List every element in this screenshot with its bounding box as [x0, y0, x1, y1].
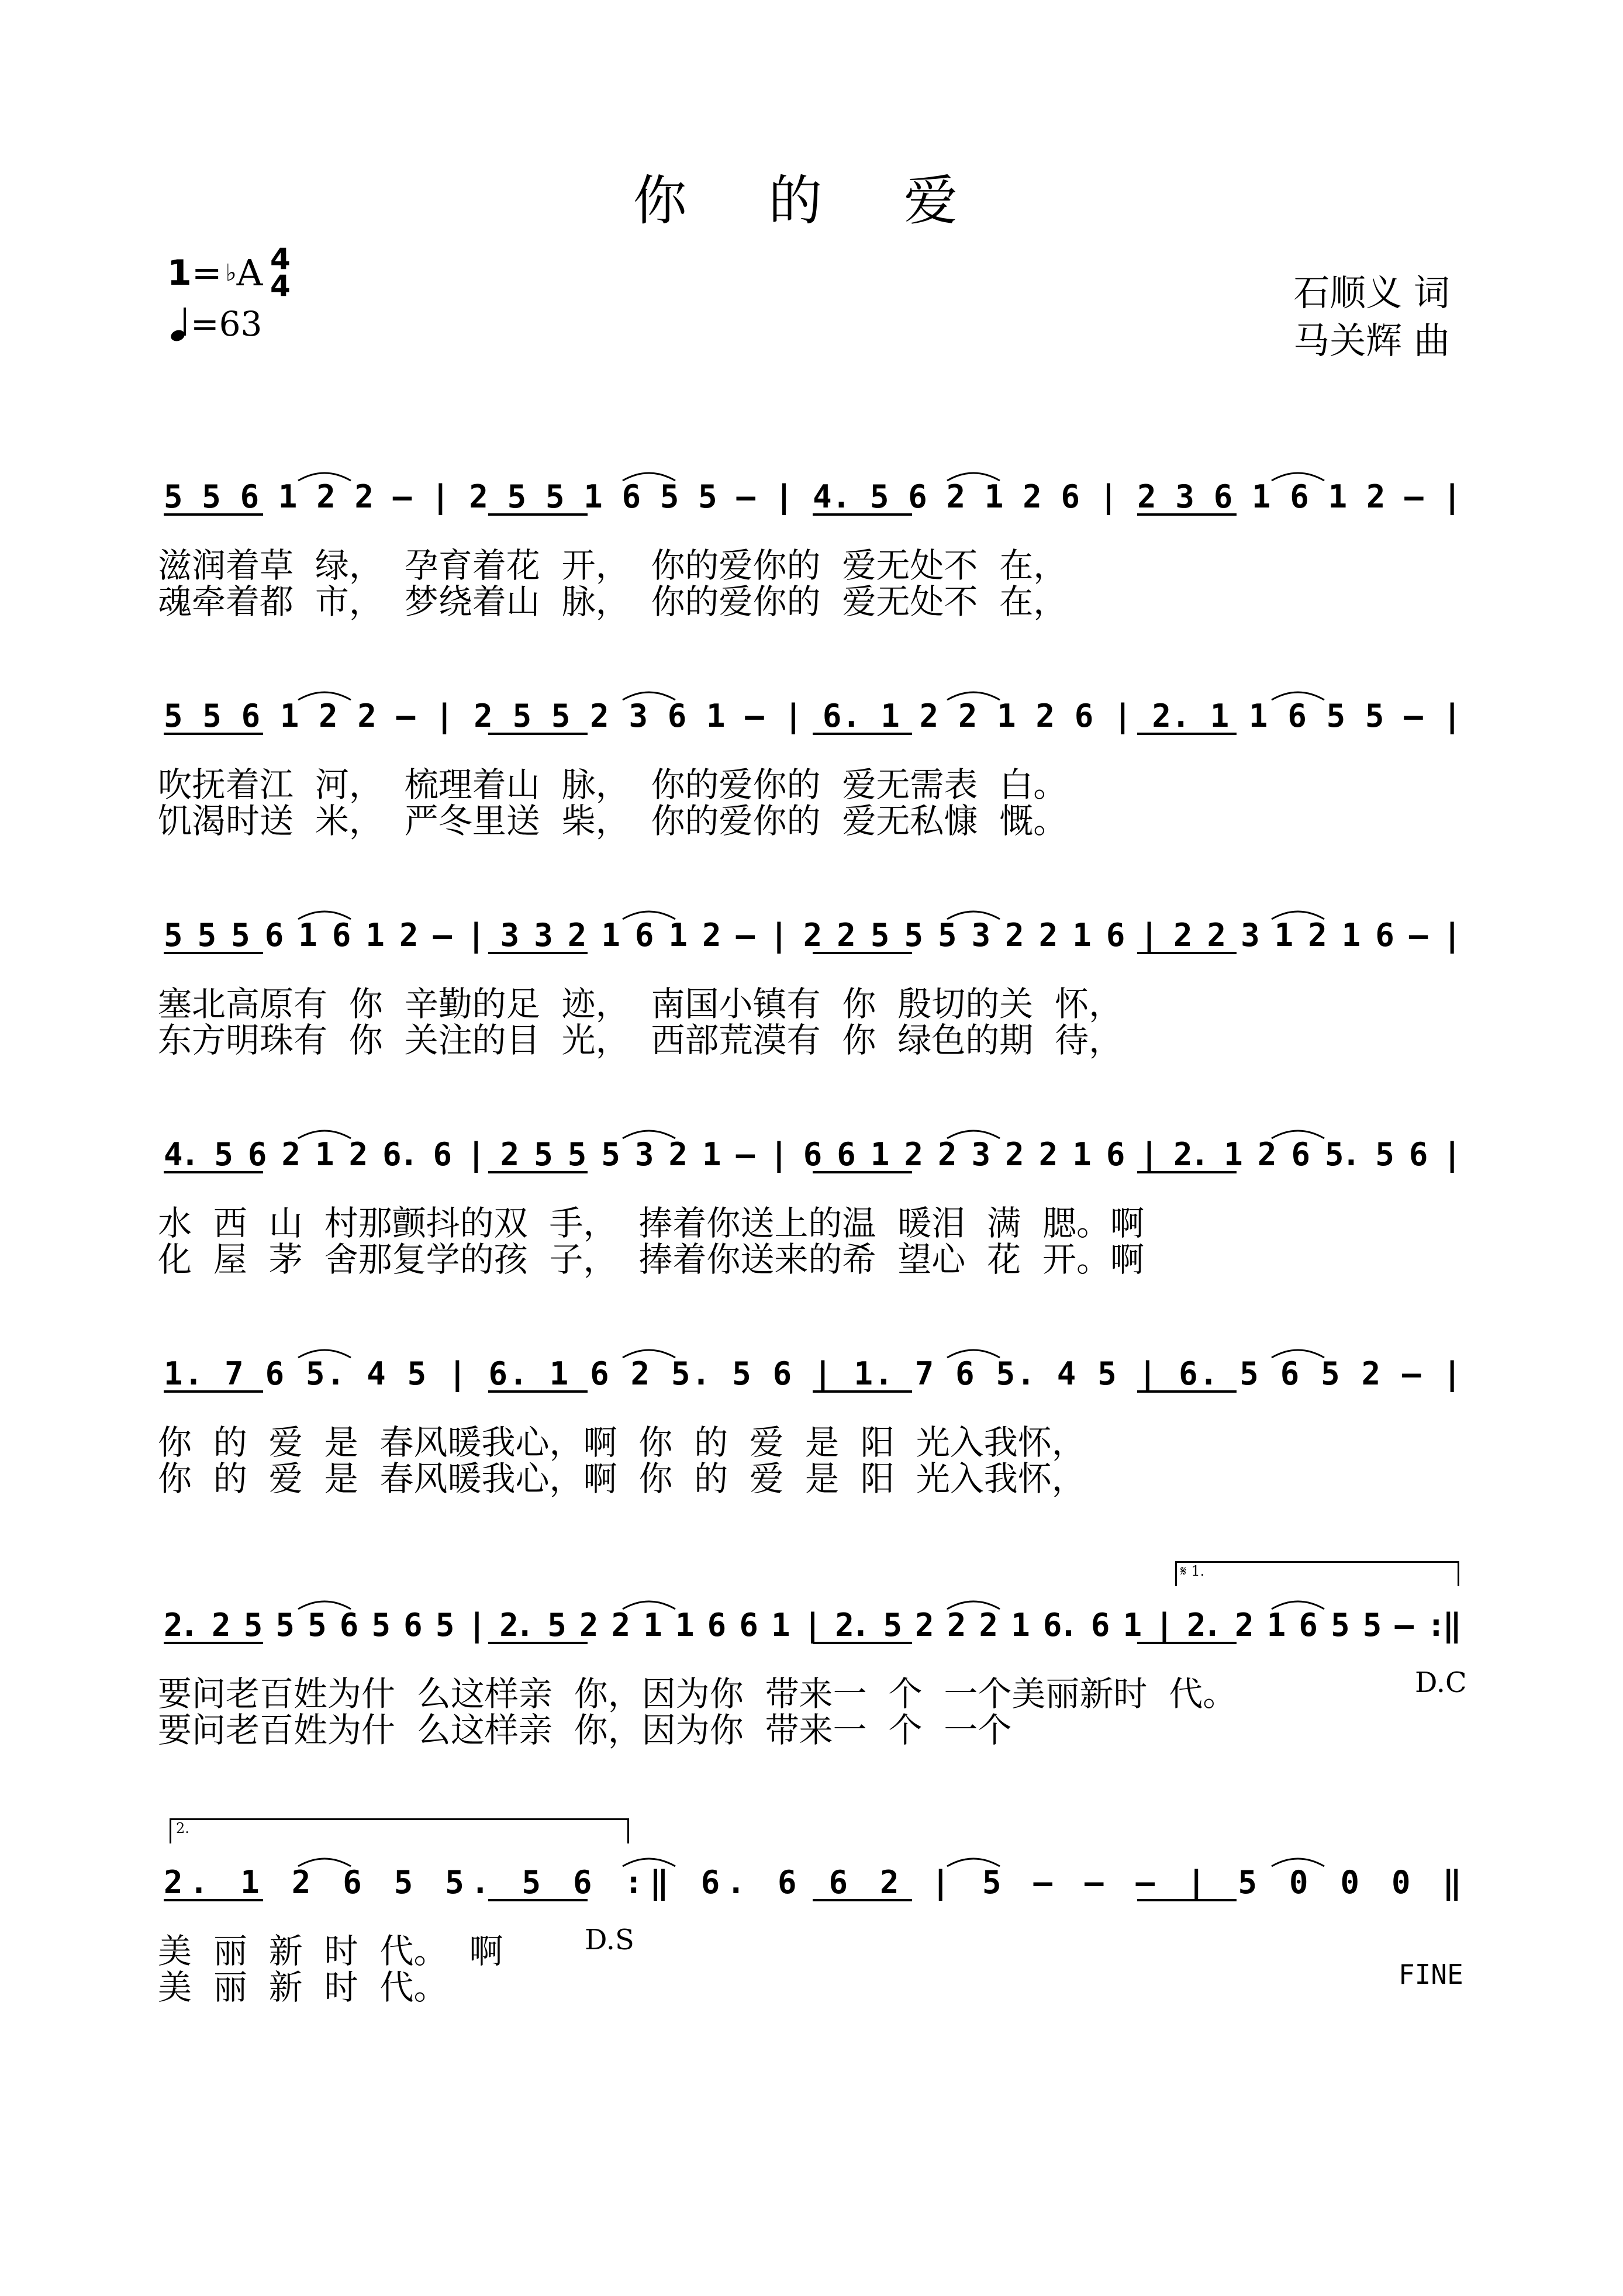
- lyric-line: 滋润着草 绿， 孕育着花 开， 你的爱你的 爱无处不 在，: [158, 545, 1068, 585]
- notation-text: 5 5 5 6 1 6 1 2 – | 3 3 2 1 6 1 2 – | 2 2 5 5 5 3 2 2 1 6 | 2 2 3 1 2 1 6 – |: [164, 917, 1462, 954]
- notation-text: 1. 7 6 5. 4 5 | 6. 1 6 2 5. 5 6 | 1. 7 6 5. 4 5 | 6. 5 6 5 2 – |: [164, 1355, 1462, 1392]
- time-signature: [270, 242, 291, 303]
- lyric-line: 美 丽 新 时 代。: [158, 1967, 448, 2007]
- notation-text: 2. 2 5 5 5 6 5 6 5 | 2. 5 2 2 1 1 6 6 1 | 2. 5 2 2 2 1 6. 6 1 | 2. 2 1 6 5 5 – :‖: [164, 1607, 1462, 1644]
- notation-row: [158, 1853, 1467, 1918]
- music-system: [158, 1125, 1467, 1279]
- song-title: 你 的 爱: [633, 170, 990, 232]
- flat-icon: ♭: [225, 259, 237, 286]
- notation-row: [158, 1596, 1467, 1660]
- key-equals: =: [191, 251, 222, 294]
- notation-svg: [158, 1345, 1467, 1409]
- volta-label: 2.: [176, 1820, 189, 1836]
- volta-bracket: [1175, 1561, 1459, 1586]
- notation-svg: [158, 1596, 1467, 1660]
- music-system: [158, 1345, 1467, 1499]
- lyric-line: 水 西 山 村那颤抖的双 手， 捧着你送上的温 暖泪 满 腮。啊: [158, 1203, 1144, 1243]
- music-system: [158, 687, 1467, 841]
- music-system: [158, 468, 1467, 622]
- lyric-line: 你 的 爱 是 春风暖我心，啊 你 的 爱 是 阳 光入我怀，: [158, 1423, 1086, 1462]
- notation-text: 4. 5 6 2 1 2 6. 6 | 2 5 5 5 3 2 1 – | 6 6 1 2 2 3 2 2 1 6 | 2. 1 2 6 5. 5 6 |: [164, 1136, 1462, 1173]
- notation-svg: [158, 468, 1467, 532]
- volta-label: 1.: [1191, 1563, 1205, 1579]
- lyric-line: 塞北高原有 你 辛勤的足 迹， 南国小镇有 你 殷切的关 怀，: [158, 984, 1123, 1024]
- lyric-line: 东方明珠有 你 关注的目 光， 西部荒漠有 你 绿色的期 待，: [158, 1020, 1123, 1060]
- notation-row: [158, 1125, 1467, 1190]
- notation-svg: [158, 1853, 1467, 1918]
- notation-text: 2. 1 2 6 5 5. 5 6 :‖ 6. 6 6 2 | 5 – – – | 5 0 0 0 ‖: [164, 1864, 1462, 1901]
- lyric-line: 美 丽 新 时 代。 啊: [158, 1931, 503, 1971]
- time-signature-top: 4: [270, 242, 291, 276]
- tempo-marking: [170, 304, 262, 344]
- lyric-line: 化 屋 茅 舍那复学的孩 子， 捧着你送来的希 望心 花 开。啊: [158, 1240, 1144, 1279]
- music-system: [158, 906, 1467, 1060]
- ds-marking: D.S: [585, 1924, 634, 1956]
- volta-bracket: [170, 1818, 629, 1843]
- notation-row: [158, 468, 1467, 532]
- notation-svg: [158, 687, 1467, 751]
- notation-text: 5 5 6 1 2 2 – | 2 5 5 1 6 5 5 – | 4. 5 6 2 1 2 6 | 2 3 6 1 6 1 2 – |: [164, 478, 1462, 515]
- notation-svg: [158, 1125, 1467, 1190]
- key-one: 1: [167, 252, 192, 294]
- lyricist-credit: 石顺义 词: [1293, 271, 1450, 314]
- tempo-value: =63: [191, 304, 263, 344]
- notation-row: [158, 1345, 1467, 1409]
- key-signature: [167, 251, 263, 294]
- notation-text: 5 5 6 1 2 2 – | 2 5 5 2 3 6 1 – | 6. 1 2 2 1 2 6 | 2. 1 1 6 5 5 – |: [164, 698, 1462, 734]
- dc-marking: D.C: [1415, 1666, 1467, 1699]
- notation-row: [158, 906, 1467, 971]
- lyric-line: 要问老百姓为什 么这样亲 你，因为你 带来一 个 一个美丽新时 代。: [158, 1674, 1237, 1714]
- segno-icon: 𝄋: [1180, 1563, 1187, 1579]
- notation-row: [158, 687, 1467, 751]
- composer-credit: 马关辉 曲: [1293, 319, 1450, 362]
- fine-marking: FINE: [1398, 1959, 1463, 1990]
- credits: [1293, 269, 1450, 365]
- lyric-line: 你 的 爱 是 春风暖我心，啊 你 的 爱 是 阳 光入我怀，: [158, 1459, 1086, 1499]
- lyric-line: 魂牵着都 市， 梦绕着山 脉， 你的爱你的 爱无处不 在，: [158, 582, 1068, 622]
- lyric-line: 吹抚着江 河， 梳理着山 脉， 你的爱你的 爱无需表 白。: [158, 765, 1068, 805]
- quarter-note-icon: [170, 305, 191, 343]
- key-note: A: [236, 251, 263, 294]
- time-signature-bottom: 4: [270, 269, 291, 303]
- lyric-line: 要问老百姓为什 么这样亲 你，因为你 带来一 个 一个: [158, 1710, 1012, 1750]
- lyric-line: 饥渴时送 米， 严冬里送 柴， 你的爱你的 爱无私慷 慨。: [158, 801, 1068, 841]
- music-system: [158, 1563, 1467, 1750]
- notation-svg: [158, 906, 1467, 971]
